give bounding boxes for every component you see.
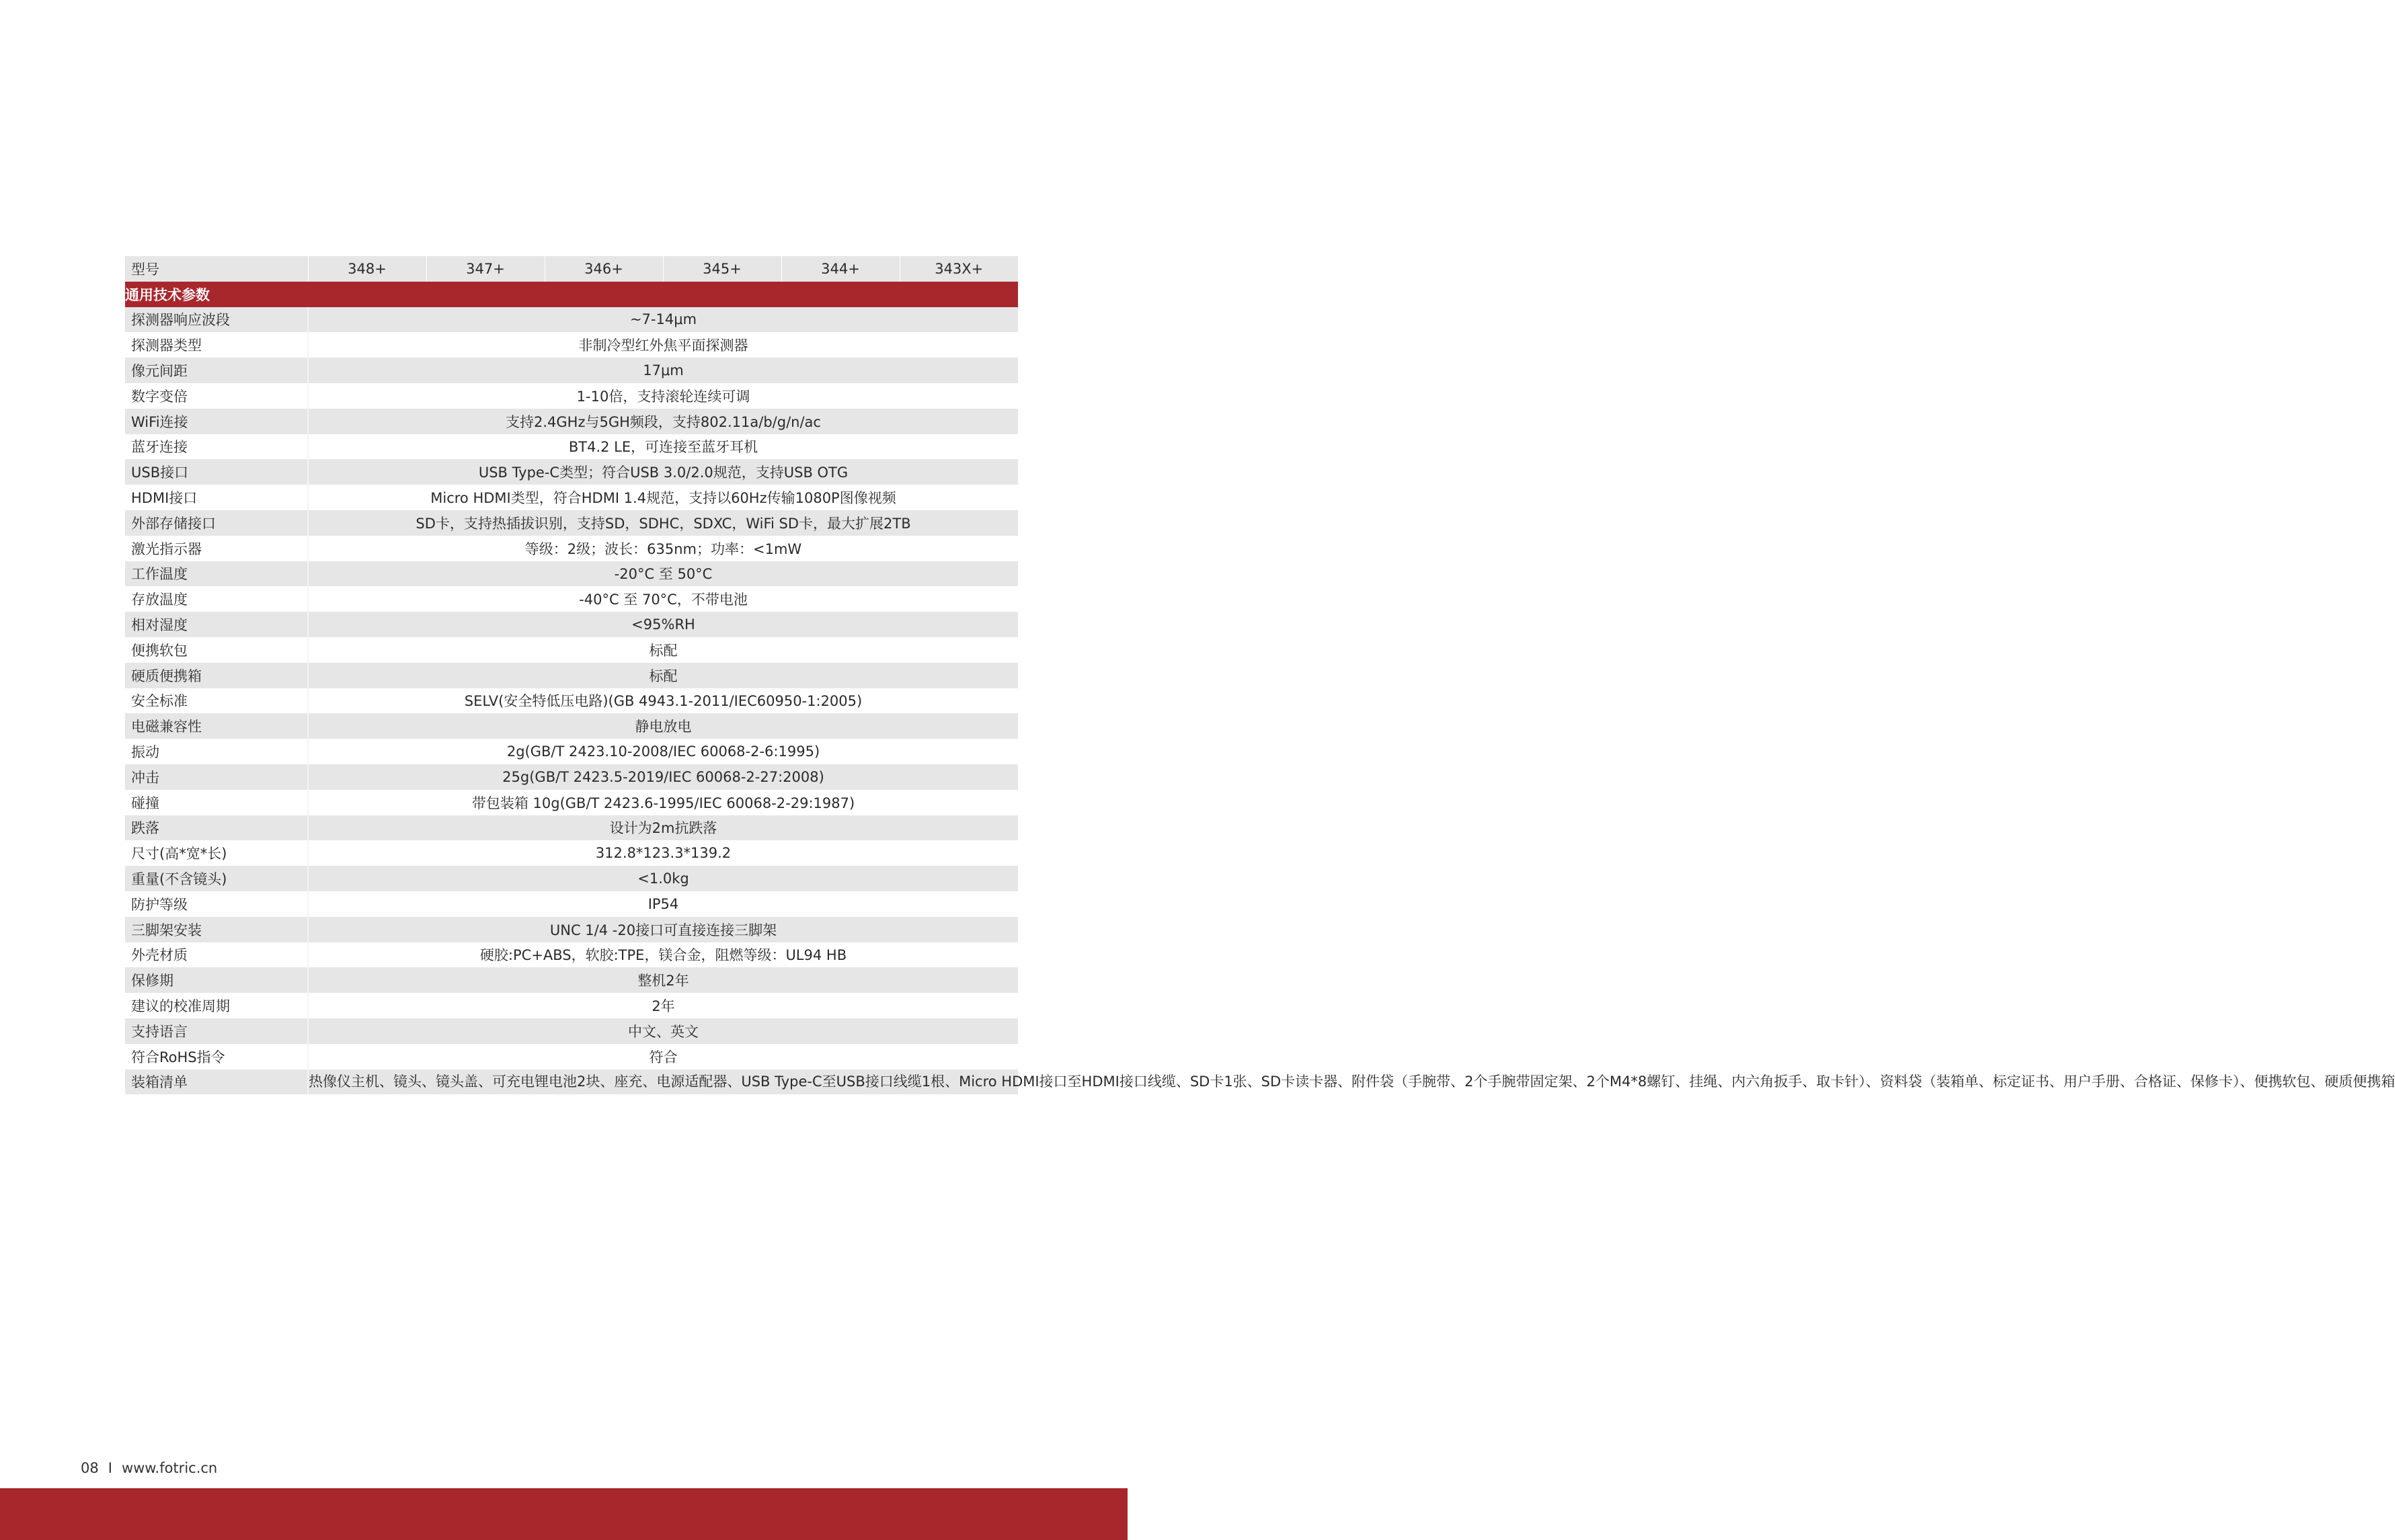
spec-value: 标配	[308, 663, 1018, 688]
spec-label: WiFi连接	[125, 409, 308, 434]
spec-label: 探测器响应波段	[125, 307, 308, 333]
spec-row	[125, 1018, 1018, 1044]
model-343x: 343X+	[900, 256, 1018, 282]
spec-value: 标配	[308, 637, 1018, 663]
spec-label: 像元间距	[125, 358, 308, 383]
spec-value: -40°C 至 70°C，不带电池	[308, 586, 1018, 612]
model-347: 347+	[426, 256, 545, 282]
spec-label: HDMI接口	[125, 485, 308, 510]
spec-row	[125, 358, 1018, 383]
spec-value: 25g(GB/T 2423.5-2019/IEC 60068-2-27:2008)	[308, 764, 1018, 790]
spec-row	[125, 409, 1018, 434]
spec-value: Micro HDMI类型，符合HDMI 1.4规范，支持以60Hz传输1080P图像视频	[308, 485, 1018, 510]
spec-label: 存放温度	[125, 586, 308, 612]
spec-row	[125, 459, 1018, 485]
spec-row	[125, 586, 1018, 612]
spec-label: 蓝牙连接	[125, 434, 308, 460]
spec-value: 静电放电	[308, 713, 1018, 739]
model-345: 345+	[663, 256, 781, 282]
spec-row	[125, 739, 1018, 764]
spec-label: 跌落	[125, 815, 308, 841]
spec-value: BT4.2 LE，可连接至蓝牙耳机	[308, 434, 1018, 460]
spec-row	[125, 993, 1018, 1018]
section-row	[125, 282, 1018, 307]
spec-value: 非制冷型红外焦平面探测器	[308, 332, 1018, 358]
spec-row	[125, 891, 1018, 917]
spec-row	[125, 840, 1018, 866]
spec-label: 电磁兼容性	[125, 713, 308, 739]
spec-label: 三脚架安装	[125, 917, 308, 942]
packing-value: 热像仪主机、镜头、镜头盖、可充电锂电池2块、座充、电源适配器、USB Type-C至USB接口线缆1根、Micro HDMI接口至HDMI接口线缆、SD卡1张、SD卡读卡器、附件袋（手腕带、2个手腕带固定架、2个M4*8螺钉、挂绳、内六角扳手、取卡针）、资料袋（装箱单、标定证书、用户手册、合格证、保修卡）、便携软包、硬质便携箱	[308, 1069, 1018, 1095]
spec-label: 重量(不含镜头)	[125, 866, 308, 891]
spec-label: 支持语言	[125, 1018, 308, 1044]
spec-value: 1-10倍，支持滚轮连续可调	[308, 383, 1018, 409]
spec-value: SELV(安全特低压电路)(GB 4943.1-2011/IEC60950-1:2005)	[308, 688, 1018, 714]
spec-value: 支持2.4GHz与5GH频段，支持802.11a/b/g/n/ac	[308, 409, 1018, 434]
spec-value: SD卡，支持热插拔识别，支持SD，SDHC，SDXC，WiFi SD卡，最大扩展2TB	[308, 510, 1018, 536]
header-label: 型号	[125, 256, 308, 282]
spec-value: 17μm	[308, 358, 1018, 383]
spec-value: 带包装箱 10g(GB/T 2423.6-1995/IEC 60068-2-29:1987)	[308, 790, 1018, 815]
spec-row	[125, 688, 1018, 714]
spec-value: <95%RH	[308, 612, 1018, 637]
spec-row	[125, 510, 1018, 536]
spec-row	[125, 917, 1018, 942]
spec-row	[125, 637, 1018, 663]
packing-row	[125, 1069, 1018, 1095]
spec-row	[125, 790, 1018, 815]
spec-row	[125, 561, 1018, 587]
spec-label: 保修期	[125, 967, 308, 993]
model-344: 344+	[781, 256, 900, 282]
spec-label: 工作温度	[125, 561, 308, 587]
spec-row	[125, 332, 1018, 358]
spec-label: USB接口	[125, 459, 308, 485]
spec-row	[125, 764, 1018, 790]
spec-row	[125, 713, 1018, 739]
header-row	[125, 256, 1018, 282]
spec-row	[125, 663, 1018, 688]
spec-row	[125, 536, 1018, 561]
spec-value: 2g(GB/T 2423.10-2008/IEC 60068-2-6:1995)	[308, 739, 1018, 764]
spec-row	[125, 967, 1018, 993]
page-number: 08	[81, 1460, 99, 1476]
spec-label: 防护等级	[125, 891, 308, 917]
spec-label: 振动	[125, 739, 308, 764]
section-title: 通用技术参数	[125, 282, 1018, 307]
website-link[interactable]: www.fotric.cn	[121, 1460, 218, 1476]
spec-value: 中文、英文	[308, 1018, 1018, 1044]
spec-label: 安全标准	[125, 688, 308, 714]
spec-label: 硬质便携箱	[125, 663, 308, 688]
footer-separator: I	[108, 1460, 112, 1476]
model-346: 346+	[545, 256, 663, 282]
spec-label: 探测器类型	[125, 332, 308, 358]
spec-row	[125, 942, 1018, 968]
footer-band	[0, 1488, 1128, 1540]
spec-row	[125, 612, 1018, 637]
spec-value: UNC 1/4 -20接口可直接连接三脚架	[308, 917, 1018, 942]
spec-value: <1.0kg	[308, 866, 1018, 891]
spec-label: 冲击	[125, 764, 308, 790]
model-348: 348+	[308, 256, 426, 282]
spec-label: 碰撞	[125, 790, 308, 815]
spec-value: 等级：2级；波长：635nm；功率：<1mW	[308, 536, 1018, 561]
spec-value: 整机2年	[308, 967, 1018, 993]
packing-label: 装箱清单	[125, 1069, 308, 1095]
spec-label: 相对湿度	[125, 612, 308, 637]
spec-label: 建议的校准周期	[125, 993, 308, 1018]
spec-value: -20°C 至 50°C	[308, 561, 1018, 587]
spec-label: 符合RoHS指令	[125, 1044, 308, 1069]
spec-value: 符合	[308, 1044, 1018, 1069]
spec-value: 硬胶:PC+ABS，软胶:TPE，镁合金，阻燃等级：UL94 HB	[308, 942, 1018, 968]
spec-row	[125, 485, 1018, 510]
spec-row	[125, 866, 1018, 891]
spec-value: IP54	[308, 891, 1018, 917]
footer	[81, 1460, 217, 1476]
spec-row	[125, 383, 1018, 409]
spec-row	[125, 434, 1018, 460]
spec-row	[125, 815, 1018, 841]
spec-label: 外壳材质	[125, 942, 308, 968]
spec-label: 便携软包	[125, 637, 308, 663]
spec-label: 外部存储接口	[125, 510, 308, 536]
spec-value: ~7-14μm	[308, 307, 1018, 333]
spec-label: 数字变倍	[125, 383, 308, 409]
spec-table	[125, 256, 2395, 1094]
spec-value: 312.8*123.3*139.2	[308, 840, 1018, 866]
spec-value: USB Type-C类型；符合USB 3.0/2.0规范，支持USB OTG	[308, 459, 1018, 485]
spec-row	[125, 307, 1018, 333]
spec-label: 尺寸(高*宽*长)	[125, 840, 308, 866]
spec-row	[125, 1044, 1018, 1069]
spec-label: 激光指示器	[125, 536, 308, 561]
spec-value: 2年	[308, 993, 1018, 1018]
spec-value: 设计为2m抗跌落	[308, 815, 1018, 841]
